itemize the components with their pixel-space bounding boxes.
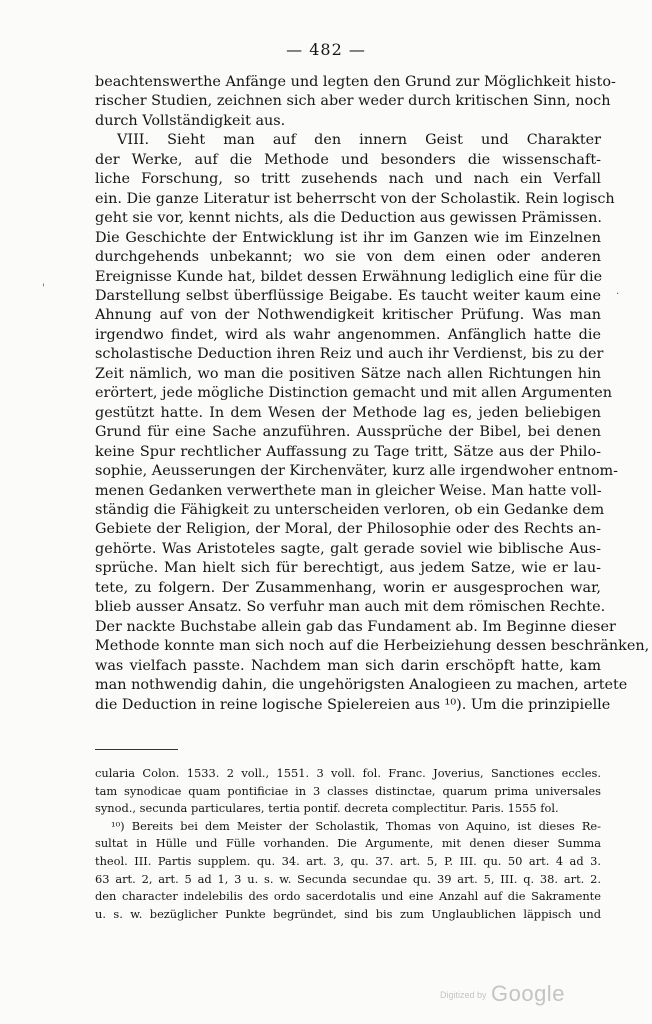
text-line: Der nackte Buchstabe allein gab das Fundament ab. Im Beginne dieser xyxy=(95,618,616,635)
watermark-prefix: Digitized by xyxy=(440,990,487,1000)
text-line: durchgehends unbekannt; wo sie von dem einen oder anderen xyxy=(95,249,601,266)
text-line: Methode konnte man sich noch auf die Herbeiziehung dessen beschränken, xyxy=(95,638,650,655)
text-line: der Werke, auf die Methode und besonders die wissenschaft- xyxy=(95,151,601,168)
text-line: Gebiete der Religion, der Moral, der Philosophie oder des Rechts an- xyxy=(95,521,601,538)
text-line: Grund für eine Sache anzuführen. Aussprüche der Bibel, bei denen xyxy=(95,424,601,441)
text-line: liche Forschung, so tritt zusehends nach und nach ein Verfall xyxy=(95,171,601,188)
footnote-line: cularia Colon. 1533. 2 voll., 1551. 3 voll. fol. Franc. Joverius, Sanctiones eccles. xyxy=(95,766,601,780)
text-line: beachtenswerthe Anfänge und legten den Grund zur Möglichkeit histo- xyxy=(95,74,616,90)
text-line: blieb ausser Ansatz. So verfuhr man auch mit dem römischen Rechte. xyxy=(95,599,606,616)
text-line: sophie, Aeusserungen der Kirchenväter, kurz alle irgendwoher entnom- xyxy=(95,463,619,480)
text-line: geht sie vor, kennt nichts, als die Deduction aus gewissen Prämissen. xyxy=(95,210,602,227)
margin-mark: ' xyxy=(42,283,45,294)
text-line: menen Gedanken verwerthete man in gleicher Weise. Man hatte voll- xyxy=(95,482,602,499)
text-line: erörtert, jede mögliche Distinction gemacht und mit allen Argumenten xyxy=(95,385,613,402)
digitized-watermark xyxy=(440,981,565,1007)
text-line: Ahnung auf von der Nothwendigkeit kritischer Prüfung. Was man xyxy=(95,307,601,324)
footnote-line: 63 art. 2, art. 5 ad 1, 3 u. s. w. Secunda secundae qu. 39 art. 5, III. q. 38. art. 2. xyxy=(95,871,601,886)
footnote-line: den character indelebilis des ordo sacerdotalis und eine Anzahl auf die Sakramente xyxy=(95,889,601,904)
text-line: gestützt hatte. In dem Wesen der Methode lag es, jeden beliebigen xyxy=(95,404,601,421)
margin-mark: · xyxy=(616,289,620,300)
text-line: Ereignisse Kunde hat, bildet dessen Erwähnung lediglich eine für die xyxy=(95,268,603,285)
text-line: rischer Studien, zeichnen sich aber weder durch kritischen Sinn, noch xyxy=(95,93,611,110)
text-line: was vielfach passte. Nachdem man sich darin erschöpft hatte, kam xyxy=(95,657,601,674)
footnote-line: synod., secunda particulares, tertia pontif. decreta complectitur. Paris. 1555 fol. xyxy=(95,801,559,816)
text-line: die Deduction in reine logische Spielereien aus ¹⁰). Um die prinzipielle xyxy=(95,696,611,713)
page-number: — 482 — xyxy=(286,40,366,59)
footnotes xyxy=(95,765,601,923)
text-line: ein. Die ganze Literatur ist beherrscht von der Scholastik. Rein logisch xyxy=(95,190,615,207)
text-line: durch Vollständigkeit aus. xyxy=(95,112,286,129)
footnote-line: theol. III. Partis supplem. qu. 34. art. 3, qu. 37. art. 5, P. III. qu. 50 art. 4 ad 3. xyxy=(95,853,601,868)
footnote-divider xyxy=(95,749,178,750)
footnote-line: tam synodicae quam pontificiae in 3 classes distinctae, quarum prima universales xyxy=(95,783,601,798)
text-line: VIII. Sieht man auf den innern Geist und Charakter xyxy=(117,132,601,149)
footnote-line: sultat in Hülle und Fülle vorhanden. Die Argumente, mit denen dieser Summa xyxy=(95,836,601,851)
text-line: scholastische Deduction ihren Reiz und auch ihr Verdienst, bis zu der xyxy=(95,346,604,363)
footnote-line: u. s. w. bezüglicher Punkte begründet, sind bis zum Unglaublichen läppisch und xyxy=(95,906,601,921)
text-line: Darstellung selbst überflüssige Beigabe. Es taucht weiter kaum eine xyxy=(95,287,601,304)
text-line: ständig die Fähigkeit zu unterscheiden verloren, ob ein Gedanke dem xyxy=(95,501,605,518)
text-line: gehörte. Was Aristoteles sagte, galt gerade soviel wie biblische Aus- xyxy=(95,540,601,557)
text-line: man nothwendig dahin, die ungehörigsten Analogieen zu machen, artete xyxy=(95,677,628,694)
text-line: keine Spur rechtlicher Auffassung zu Tage tritt, Sätze aus der Philo- xyxy=(95,443,601,460)
text-line: sprüche. Man hielt sich für berechtigt, aus jedem Satze, wie er lau- xyxy=(95,560,601,577)
watermark-brand: Google xyxy=(490,981,565,1006)
footnote-line: ¹⁰) Bereits bei dem Meister der Scholastik, Thomas von Aquino, ist dieses Re- xyxy=(111,818,601,833)
text-line: Die Geschichte der Entwicklung ist ihr im Ganzen wie im Einzelnen xyxy=(95,229,601,246)
main-text xyxy=(95,73,650,715)
text-line: tete, zu folgern. Der Zusammenhang, worin er ausgesprochen war, xyxy=(95,579,601,596)
text-line: Zeit nämlich, wo man die positiven Sätze nach allen Richtungen hin xyxy=(95,365,601,382)
text-line: irgendwo findet, wird als wahr angenommen. Anfänglich hatte die xyxy=(95,326,601,343)
